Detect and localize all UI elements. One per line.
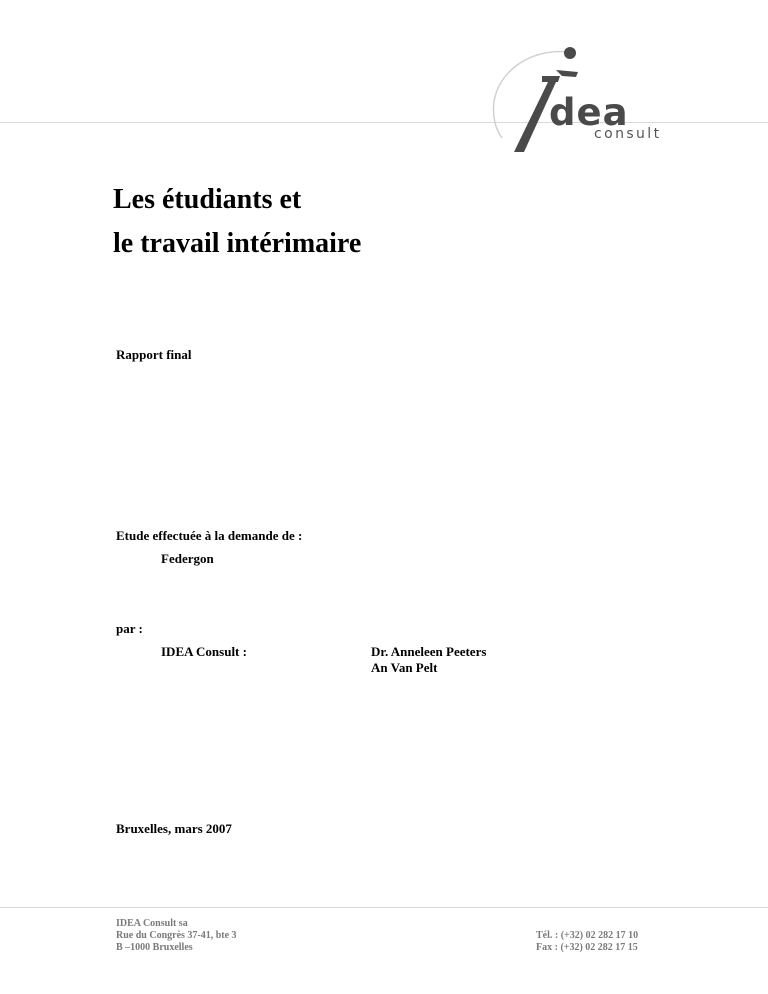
logo-crossbar	[542, 76, 560, 82]
place-date: Bruxelles, mars 2007	[116, 821, 232, 836]
document-title	[113, 178, 361, 266]
requested-by-label: Etude effectuée à la demande de :	[116, 528, 303, 543]
author-list	[371, 644, 486, 676]
author-organization: IDEA Consult :	[161, 644, 247, 659]
footer-city: B –1000 Bruxelles	[116, 942, 193, 953]
footer-company: IDEA Consult sa	[116, 918, 188, 929]
footer-street: Rue du Congrès 37-41, bte 3	[116, 930, 237, 941]
footer-fax: Fax : (+32) 02 282 17 15	[536, 942, 638, 953]
by-label: par :	[116, 621, 143, 636]
logo-dot	[564, 47, 576, 59]
title-line-2: le travail intérimaire	[113, 228, 362, 259]
author-name: Dr. Anneleen Peeters	[371, 644, 487, 659]
logo-wordmark: dea	[549, 91, 629, 134]
document-subtitle: Rapport final	[116, 347, 192, 362]
footer-address	[116, 918, 237, 954]
footer-contact	[536, 930, 638, 954]
logo-subtext: consult	[594, 126, 662, 142]
author-name: An Van Pelt	[371, 660, 438, 675]
logo-flag	[556, 70, 578, 77]
footer-phone: Tél. : (+32) 02 282 17 10	[536, 930, 639, 941]
title-line-1: Les étudiants et	[113, 184, 302, 215]
client-name: Federgon	[161, 551, 214, 566]
footer-rule	[0, 907, 768, 908]
